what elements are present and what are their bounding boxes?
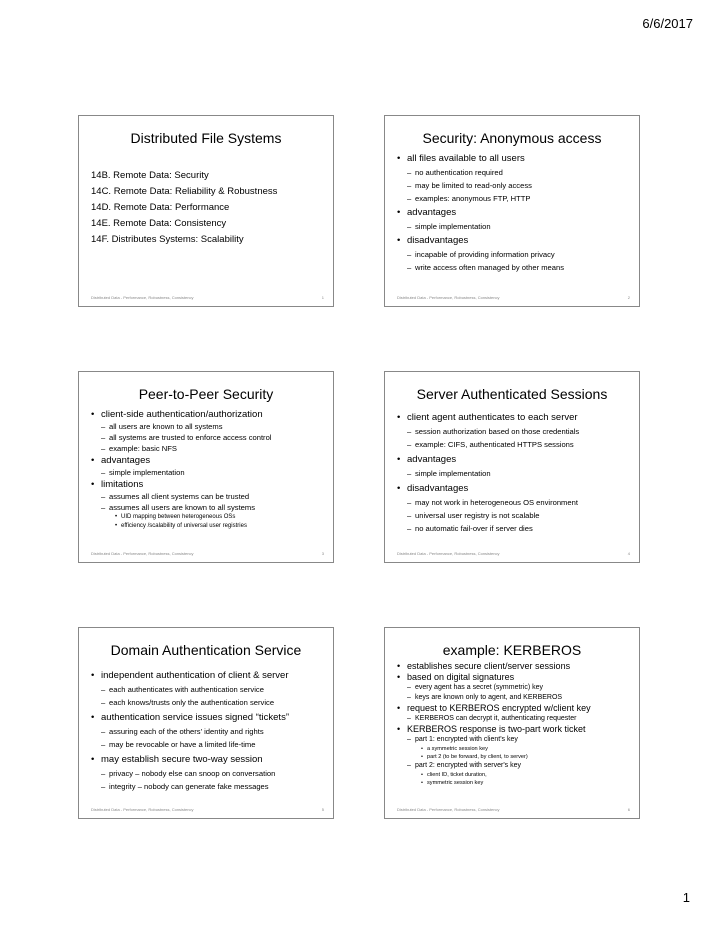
bullet: • client-side authentication/authorization xyxy=(91,408,325,421)
slide-number: 1 xyxy=(321,295,324,300)
sub-bullet: – assumes all users are known to all systems xyxy=(91,502,325,513)
sub-bullet: – no authentication required xyxy=(397,167,631,178)
agenda-item: 14E. Remote Data: Consistency xyxy=(91,218,227,229)
slide-6 xyxy=(384,627,640,819)
sub-bullet: – assuring each of the others’ identity and rights xyxy=(91,726,325,737)
sub-bullet: – integrity – nobody can generate fake messages xyxy=(91,781,325,792)
slide-body xyxy=(397,408,631,534)
slide-number: 3 xyxy=(321,551,324,556)
sub-bullet: – no automatic fail-over if server dies xyxy=(397,523,631,534)
sub-sub-bullet: • efficiency /scalability of universal user registries xyxy=(91,522,325,531)
sub-bullet: – may be revocable or have a limited life-time xyxy=(91,739,325,750)
sub-bullet: – session authorization based on those credentials xyxy=(397,426,631,437)
bullet: • disadvantages xyxy=(397,234,631,247)
slide-title: example: KERBEROS xyxy=(442,642,582,658)
sub-bullet: – write access often managed by other means xyxy=(397,262,631,273)
slide-1 xyxy=(78,115,334,307)
header-date: 6/6/2017 xyxy=(642,16,693,31)
sub-bullet: – every agent has a secret (symmetric) key xyxy=(397,683,631,693)
bullet: • based on digital signatures xyxy=(397,672,631,683)
sub-bullet: – all systems are trusted to enforce access control xyxy=(91,432,325,443)
slide-body xyxy=(91,168,325,248)
sub-bullet: – privacy – nobody else can snoop on conversation xyxy=(91,768,325,779)
sub-sub-bullet: • client ID, ticket duration, xyxy=(397,771,631,779)
slide-title: Domain Authentication Service xyxy=(110,642,302,658)
bullet: • limitations xyxy=(91,478,325,491)
slide-footer: Distributed Data - Performance, Robustness, Consistency xyxy=(91,551,194,556)
slide-title: Server Authenticated Sessions xyxy=(416,386,608,402)
sub-bullet: – example: basic NFS xyxy=(91,443,325,454)
sub-bullet: – part 1: encrypted with client's key xyxy=(397,735,631,745)
slide-title: Peer-to-Peer Security xyxy=(138,386,274,402)
slide-body xyxy=(397,661,631,787)
slide-3 xyxy=(78,371,334,563)
slide-footer: Distributed Data - Performance, Robustness, Consistency xyxy=(397,295,500,300)
sub-sub-bullet: • UID mapping between heterogeneous OSs xyxy=(91,513,325,522)
bullet: • independent authentication of client & server xyxy=(91,669,325,682)
sub-bullet: – simple implementation xyxy=(397,221,631,232)
sub-bullet: – keys are known only to agent, and KERBEROS xyxy=(397,693,631,703)
slide-5 xyxy=(78,627,334,819)
bullet: • advantages xyxy=(397,206,631,219)
bullet: • all files available to all users xyxy=(397,152,631,165)
sub-bullet: – simple implementation xyxy=(91,467,325,478)
slide-body xyxy=(91,408,325,531)
slide-2 xyxy=(384,115,640,307)
slide-footer: Distributed Data - Performance, Robustness, Consistency xyxy=(91,807,194,812)
slide-body xyxy=(91,666,325,792)
sub-bullet: – incapable of providing information privacy xyxy=(397,249,631,260)
sub-bullet: – may be limited to read-only access xyxy=(397,180,631,191)
agenda-item: 14B. Remote Data: Security xyxy=(91,170,209,181)
sub-bullet: – part 2: encrypted with server's key xyxy=(397,761,631,771)
sub-bullet: – all users are known to all systems xyxy=(91,421,325,432)
sub-bullet: – KERBEROS can decrypt it, authenticating requester xyxy=(397,714,631,724)
slide-number: 4 xyxy=(627,551,630,556)
bullet: • may establish secure two-way session xyxy=(91,753,325,766)
sub-bullet: – each knows/trusts only the authentication service xyxy=(91,697,325,708)
sub-bullet: – universal user registry is not scalable xyxy=(397,510,631,521)
agenda-item: 14D. Remote Data: Performance xyxy=(91,202,230,213)
bullet: • client agent authenticates to each server xyxy=(397,411,631,424)
slide-4 xyxy=(384,371,640,563)
slide-title: Security: Anonymous access xyxy=(422,130,602,146)
bullet: • advantages xyxy=(397,453,631,466)
sub-bullet: – example: CIFS, authenticated HTTPS sessions xyxy=(397,439,631,450)
bullet: • authentication service issues signed “tickets” xyxy=(91,711,325,724)
bullet: • disadvantages xyxy=(397,482,631,495)
agenda-item: 14C. Remote Data: Reliability & Robustness xyxy=(91,186,278,197)
slide-number: 5 xyxy=(321,807,324,812)
sub-sub-bullet: • part 2 (to be forward, by client, to server) xyxy=(397,753,631,761)
agenda-item: 14F. Distributes Systems: Scalability xyxy=(91,234,244,245)
bullet: • request to KERBEROS encrypted w/client key xyxy=(397,703,631,714)
bullet: • KERBEROS response is two-part work ticket xyxy=(397,724,631,735)
sub-bullet: – each authenticates with authentication service xyxy=(91,684,325,695)
sub-bullet: – may not work in heterogeneous OS environment xyxy=(397,497,631,508)
bullet: • establishes secure client/server sessions xyxy=(397,661,631,672)
slide-body xyxy=(397,150,631,273)
slide-number: 6 xyxy=(627,807,630,812)
sub-bullet: – assumes all client systems can be trusted xyxy=(91,491,325,502)
slide-footer: Distributed Data - Performance, Robustness, Consistency xyxy=(91,295,194,300)
bullet: • advantages xyxy=(91,454,325,467)
sub-bullet: – simple implementation xyxy=(397,468,631,479)
sub-sub-bullet: • a symmetric session key xyxy=(397,745,631,753)
slide-title: Distributed File Systems xyxy=(130,130,282,146)
page-number: 1 xyxy=(682,890,690,905)
slide-footer: Distributed Data - Performance, Robustness, Consistency xyxy=(397,551,500,556)
slide-number: 2 xyxy=(627,295,630,300)
sub-bullet: – examples: anonymous FTP, HTTP xyxy=(397,193,631,204)
slide-footer: Distributed Data - Performance, Robustness, Consistency xyxy=(397,807,500,812)
sub-sub-bullet: • symmetric session key xyxy=(397,779,631,787)
